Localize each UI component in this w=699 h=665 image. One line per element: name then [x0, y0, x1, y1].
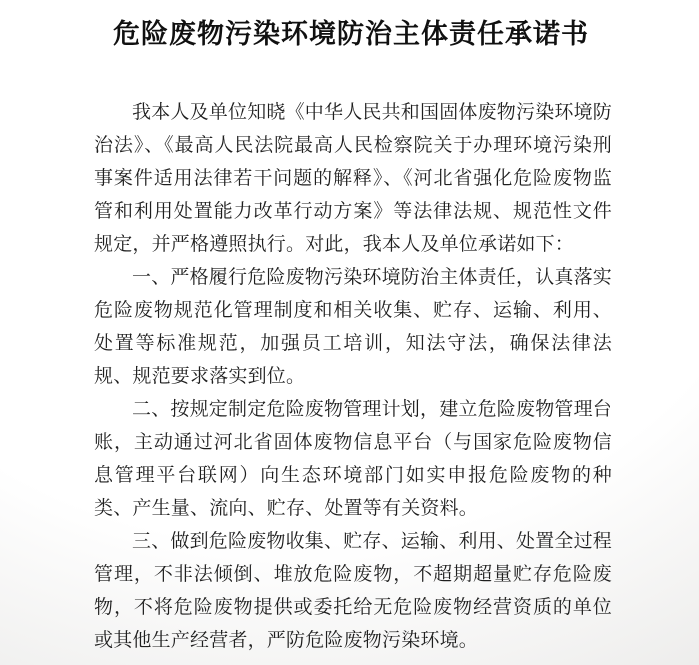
- paragraph-commitment-2: 二、按规定制定危险废物管理计划，建立危险废物管理台账，主动通过河北省固体废物信息平台（与国家危险废物信息管理平台联网）向生态环境部门如实申报危险废物的种类、产生量、流向、贮存、处置等有关资料。: [94, 399, 613, 519]
- paragraph-commitment-3: 三、做到危险废物收集、贮存、运输、利用、处置全过程管理，不非法倾倒、堆放危险废物，不超期超量贮存危险废物，不将危险废物提供或委托给无危险废物经营资质的单位或其他生产经营者，严防危险废物污染环境。: [94, 531, 613, 651]
- paragraph-intro: 我本人及单位知晓《中华人民共和国固体废物污染环境防治法》、《最高人民法院最高人民检察院关于办理环境污染刑事案件适用法律若干问题的解释》、《河北省强化危险废物监管和利用处置能力改革行动方案》等法律法规、规范性文件规定，并严格遵照执行。对此，我本人及单位承诺如下：: [94, 102, 613, 255]
- document-body: [94, 96, 612, 657]
- document-title: 危险废物污染环境防治主体责任承诺书: [113, 19, 589, 49]
- paragraph-commitment-1: 一、严格履行危险废物污染环境防治主体责任，认真落实危险废物规范化管理制度和相关收集、贮存、运输、利用、处置等标准规范，加强员工培训，知法守法，确保法律法规、规范要求落实到位。: [94, 267, 613, 387]
